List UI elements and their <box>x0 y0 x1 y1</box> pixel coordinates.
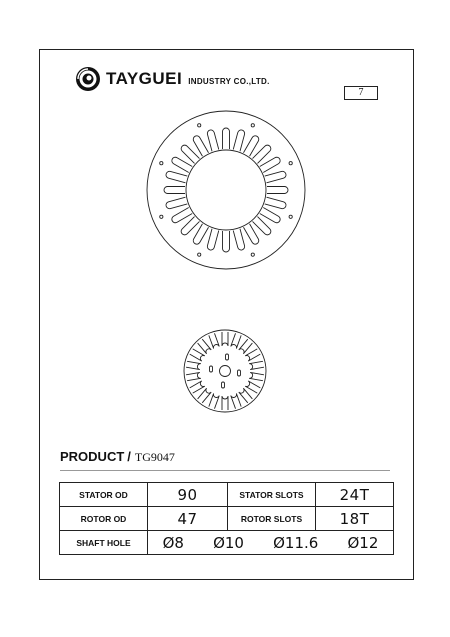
shaft-hole-value: Ø10 <box>213 533 244 552</box>
product-label: PRODUCT <box>60 449 125 464</box>
stator-bore <box>186 150 266 230</box>
rotor-vent-hole <box>222 382 225 388</box>
rotor-slot <box>249 361 264 369</box>
stator-slot <box>165 171 187 183</box>
stator-od-value: 90 <box>148 483 228 507</box>
shaft-hole <box>220 366 231 377</box>
rotor-slot <box>245 349 260 361</box>
rotor-slot <box>190 349 205 361</box>
rotor-slot <box>231 333 241 348</box>
stator-rivet-hole <box>198 124 201 127</box>
spec-table <box>59 482 394 555</box>
stator-rivet-hole <box>251 253 254 256</box>
rotor-slot <box>190 381 205 393</box>
product-separator: / <box>127 449 131 464</box>
shaft-hole-value: Ø8 <box>162 533 184 552</box>
stator-rivet-hole <box>160 162 163 165</box>
stator-slots-label: STATOR SLOTS <box>228 483 316 507</box>
rotor-slot <box>222 396 228 410</box>
rotor-od-value: 47 <box>148 507 228 531</box>
shaft-hole-label: SHAFT HOLE <box>60 531 148 555</box>
rotor-slot <box>249 372 264 380</box>
stator-slot <box>223 128 230 149</box>
rotor-slot <box>198 388 212 403</box>
rotor-slot <box>245 381 260 393</box>
rotor-vent-hole <box>238 370 241 376</box>
stator-rivet-hole <box>160 215 163 218</box>
stator-slot <box>233 229 245 251</box>
stator-rivet-hole <box>251 124 254 127</box>
rotor-vent-hole <box>226 354 229 360</box>
stator-slot <box>265 171 287 183</box>
rotor-slot <box>239 388 253 403</box>
stator-slot <box>207 129 219 151</box>
rotor-slot <box>209 333 219 348</box>
brand-name: TAYGUEI <box>106 69 183 88</box>
table-row <box>60 531 394 555</box>
rotor-slot <box>222 332 228 346</box>
stator-outer-edge <box>147 111 305 269</box>
shaft-hole-values <box>148 531 394 555</box>
rotor-slot <box>231 393 241 408</box>
stator-slot <box>267 187 288 194</box>
stator-slots-value: 24T <box>316 483 394 507</box>
rotor-slot <box>186 361 201 369</box>
rotor-lamination <box>184 330 266 412</box>
rotor-slots-label: ROTOR SLOTS <box>228 507 316 531</box>
rotor-vent-hole <box>210 366 213 372</box>
stator-rivet-hole <box>289 162 292 165</box>
divider <box>60 470 390 471</box>
company-suffix: INDUSTRY CO.,LTD. <box>188 76 270 86</box>
stator-slot <box>223 231 230 252</box>
stator-od-label: STATOR OD <box>60 483 148 507</box>
rotor-slots-value: 18T <box>316 507 394 531</box>
table-row <box>60 483 394 507</box>
rotor-outer-edge <box>184 330 266 412</box>
stator-slot <box>265 197 287 209</box>
rotor-slot <box>186 372 201 380</box>
stator-slot <box>233 129 245 151</box>
shaft-hole-value: Ø11.6 <box>273 533 319 552</box>
stator-slot <box>165 197 187 209</box>
rotor-od-label: ROTOR OD <box>60 507 148 531</box>
rotor-slot <box>239 339 253 354</box>
table-row <box>60 507 394 531</box>
rotor-slot <box>209 393 219 408</box>
stator-rivet-hole <box>289 215 292 218</box>
stator-rivet-hole <box>198 253 201 256</box>
stator-slot <box>207 229 219 251</box>
page-number: 7 <box>358 87 364 98</box>
product-code: TG9047 <box>134 450 175 464</box>
shaft-hole-value: Ø12 <box>347 533 379 552</box>
rotor-slot <box>198 339 212 354</box>
stator-lamination <box>147 111 305 269</box>
product-heading <box>60 449 175 465</box>
stator-slot <box>164 187 185 194</box>
